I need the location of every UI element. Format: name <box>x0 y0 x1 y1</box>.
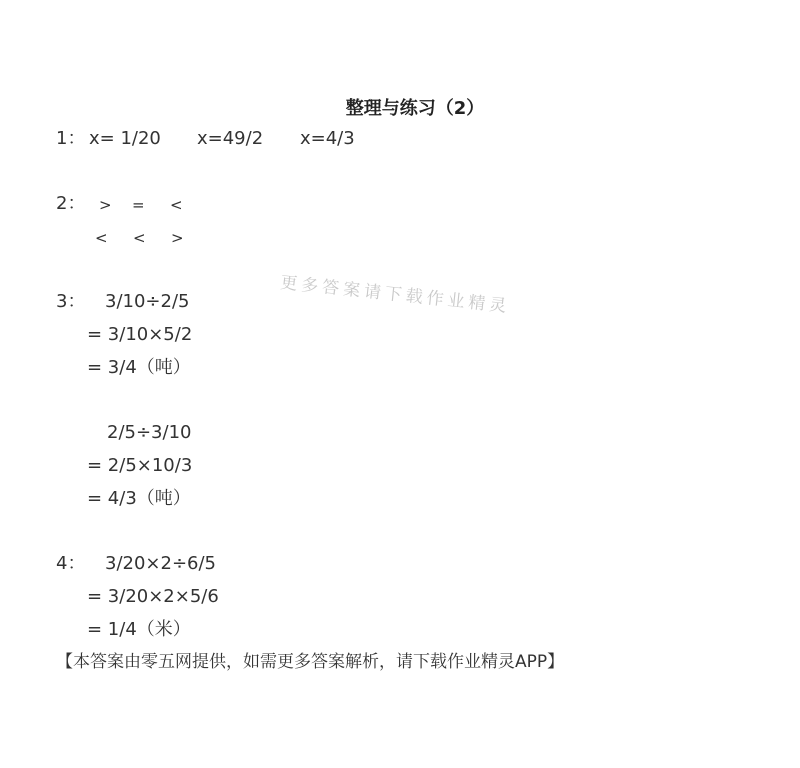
page-title: 整理与练习（2） <box>345 98 485 119</box>
q3-number: 3： <box>56 291 86 312</box>
watermark: 更多答案请下载作业精灵 <box>279 272 512 318</box>
q2-row1-symbol-3: < <box>170 196 183 214</box>
q4-line-2: = 3/20×2×5/6 <box>87 586 219 607</box>
q4-line-1: 3/20×2÷6/5 <box>105 553 217 574</box>
q3-part2-line-1: 2/5÷3/10 <box>107 422 192 443</box>
q3-part1-line-1: 3/10÷2/5 <box>105 291 190 312</box>
q3-part2-line-3: = 4/3（吨） <box>87 488 191 509</box>
q2-number: 2： <box>56 193 86 214</box>
q2-row1-symbol-2: = <box>132 196 145 214</box>
q3-part1-line-3: = 3/4（吨） <box>87 357 191 378</box>
q1-answer-2: x=49/2 <box>197 128 264 149</box>
q2-row2-symbol-2: < <box>133 229 146 247</box>
q1-answer-1: x= 1/20 <box>89 128 161 149</box>
q2-row2-symbol-3: > <box>171 229 184 247</box>
q4-line-3: = 1/4（米） <box>87 619 191 640</box>
q1-answer-3: x=4/3 <box>300 128 355 149</box>
q2-row1-symbol-1: > <box>99 196 112 214</box>
q3-part2-line-2: = 2/5×10/3 <box>87 455 193 476</box>
q4-number: 4： <box>56 553 86 574</box>
q3-part1-line-2: = 3/10×5/2 <box>87 324 193 345</box>
q1-number: 1： <box>56 128 86 149</box>
footer-note: 【本答案由零五网提供，如需更多答案解析，请下载作业精灵APP】 <box>56 652 565 672</box>
q2-row2-symbol-1: < <box>95 229 108 247</box>
